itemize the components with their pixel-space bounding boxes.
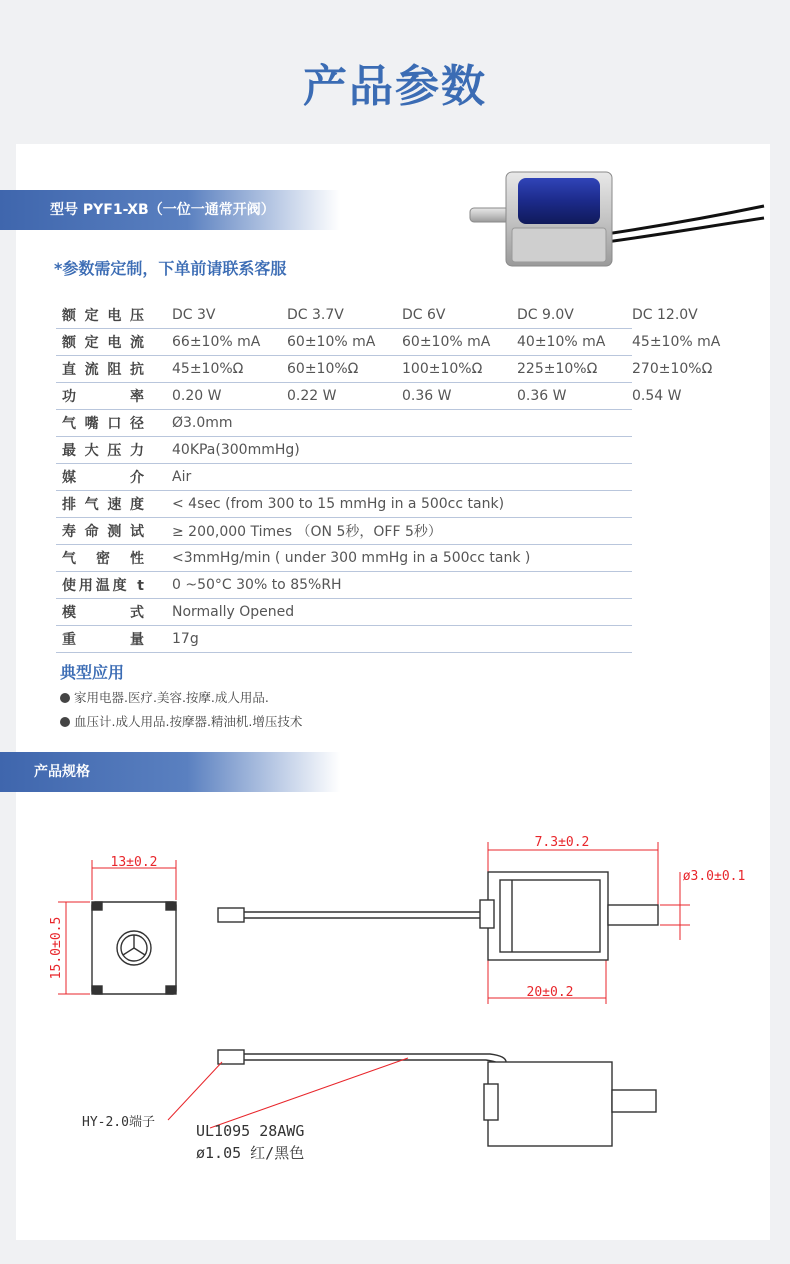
dim-height-label: 15.0±0.5 [49, 916, 64, 980]
param-label: 使用温度 t [56, 572, 172, 599]
param-value: 60±10% mA [287, 329, 402, 356]
param-value: Air [172, 464, 632, 491]
model-banner: 型号 PYF1-XB（一位一通常开阀） [0, 190, 340, 230]
wire-label: UL1095 28AWG [196, 1122, 305, 1140]
param-value: ≥ 200,000 Times （ON 5秒，OFF 5秒） [172, 518, 632, 545]
front-view [92, 902, 176, 994]
param-label: 直流阻抗 [56, 356, 172, 383]
table-row [56, 383, 747, 410]
param-value: 40±10% mA [517, 329, 632, 356]
param-value: DC 3V [172, 302, 287, 329]
param-value: 0.22 W [287, 383, 402, 410]
dim-nozzle-label: ø3.0±0.1 [682, 869, 746, 884]
param-value: 225±10%Ω [517, 356, 632, 383]
table-row [56, 410, 747, 437]
table-row [56, 572, 747, 599]
param-value: 60±10%Ω [287, 356, 402, 383]
table-row [56, 599, 747, 626]
param-value: 17g [172, 626, 632, 653]
param-label: 额定电压 [56, 302, 172, 329]
table-row [56, 545, 747, 572]
param-value: 0 ~50°C 30% to 85%RH [172, 572, 632, 599]
applications-title: 典型应用 [60, 663, 125, 682]
param-value: 40KPa(300mmHg) [172, 437, 632, 464]
dim-body-label: 20±0.2 [526, 985, 574, 1000]
param-value: DC 12.0V [632, 307, 698, 324]
param-value: 0.36 W [402, 383, 517, 410]
param-value: < 4sec (from 300 to 15 mmHg in a 500cc tank) [172, 491, 632, 518]
table-row [56, 329, 747, 356]
param-value: Normally Opened [172, 599, 632, 626]
param-label: 排气速度 [56, 491, 172, 518]
param-value: DC 3.7V [287, 302, 402, 329]
param-value: 66±10% mA [172, 329, 287, 356]
spec-banner: 产品规格 [0, 752, 340, 792]
application-item [60, 688, 269, 706]
param-value: 270±10%Ω [632, 361, 713, 377]
param-value: 0.20 W [172, 383, 287, 410]
valve-photo [466, 162, 766, 274]
param-label: 气密性 [56, 545, 172, 572]
param-value: 0.54 W [632, 388, 682, 404]
page-title: 产品参数 [303, 61, 487, 112]
customization-note: *参数需定制，下单前请联系客服 [54, 259, 287, 278]
param-value: 60±10% mA [402, 329, 517, 356]
param-value: <3mmHg/min ( under 300 mmHg in a 500cc tank ) [172, 545, 632, 572]
bullet-icon [60, 717, 70, 727]
param-label: 额定电流 [56, 329, 172, 356]
param-label: 媒介 [56, 464, 172, 491]
parameter-table [56, 302, 747, 653]
param-value: DC 9.0V [517, 302, 632, 329]
param-value: 45±10% mA [632, 334, 721, 350]
param-label: 最大压力 [56, 437, 172, 464]
dim-width-label: 13±0.2 [110, 855, 158, 870]
application-text: 血压计.成人用品.按摩器.精油机.增压技术 [74, 714, 303, 729]
dim-length-label: 7.3±0.2 [534, 835, 590, 850]
table-row [56, 464, 747, 491]
wire-spec-label: ø1.05 红/黑色 [196, 1144, 305, 1162]
table-row [56, 626, 747, 653]
table-row [56, 437, 747, 464]
side-view [218, 872, 658, 960]
table-row [56, 518, 747, 545]
table-row [56, 356, 747, 383]
param-value: DC 6V [402, 302, 517, 329]
param-label: 气嘴口径 [56, 410, 172, 437]
param-value: 45±10%Ω [172, 356, 287, 383]
param-value: Ø3.0mm [172, 410, 632, 437]
bullet-icon [60, 693, 70, 703]
table-row [56, 302, 747, 329]
param-label: 模式 [56, 599, 172, 626]
table-row [56, 491, 747, 518]
application-item [60, 712, 302, 730]
param-label: 重量 [56, 626, 172, 653]
param-label: 功率 [56, 383, 172, 410]
param-value: 100±10%Ω [402, 356, 517, 383]
leader-lines [168, 1058, 408, 1128]
technical-drawing [0, 800, 790, 1200]
terminal-label: HY-2.0端子 [82, 1115, 155, 1130]
param-value: 0.36 W [517, 383, 632, 410]
application-text: 家用电器.医疗.美容.按摩.成人用品. [74, 690, 269, 705]
param-label: 寿命测试 [56, 518, 172, 545]
